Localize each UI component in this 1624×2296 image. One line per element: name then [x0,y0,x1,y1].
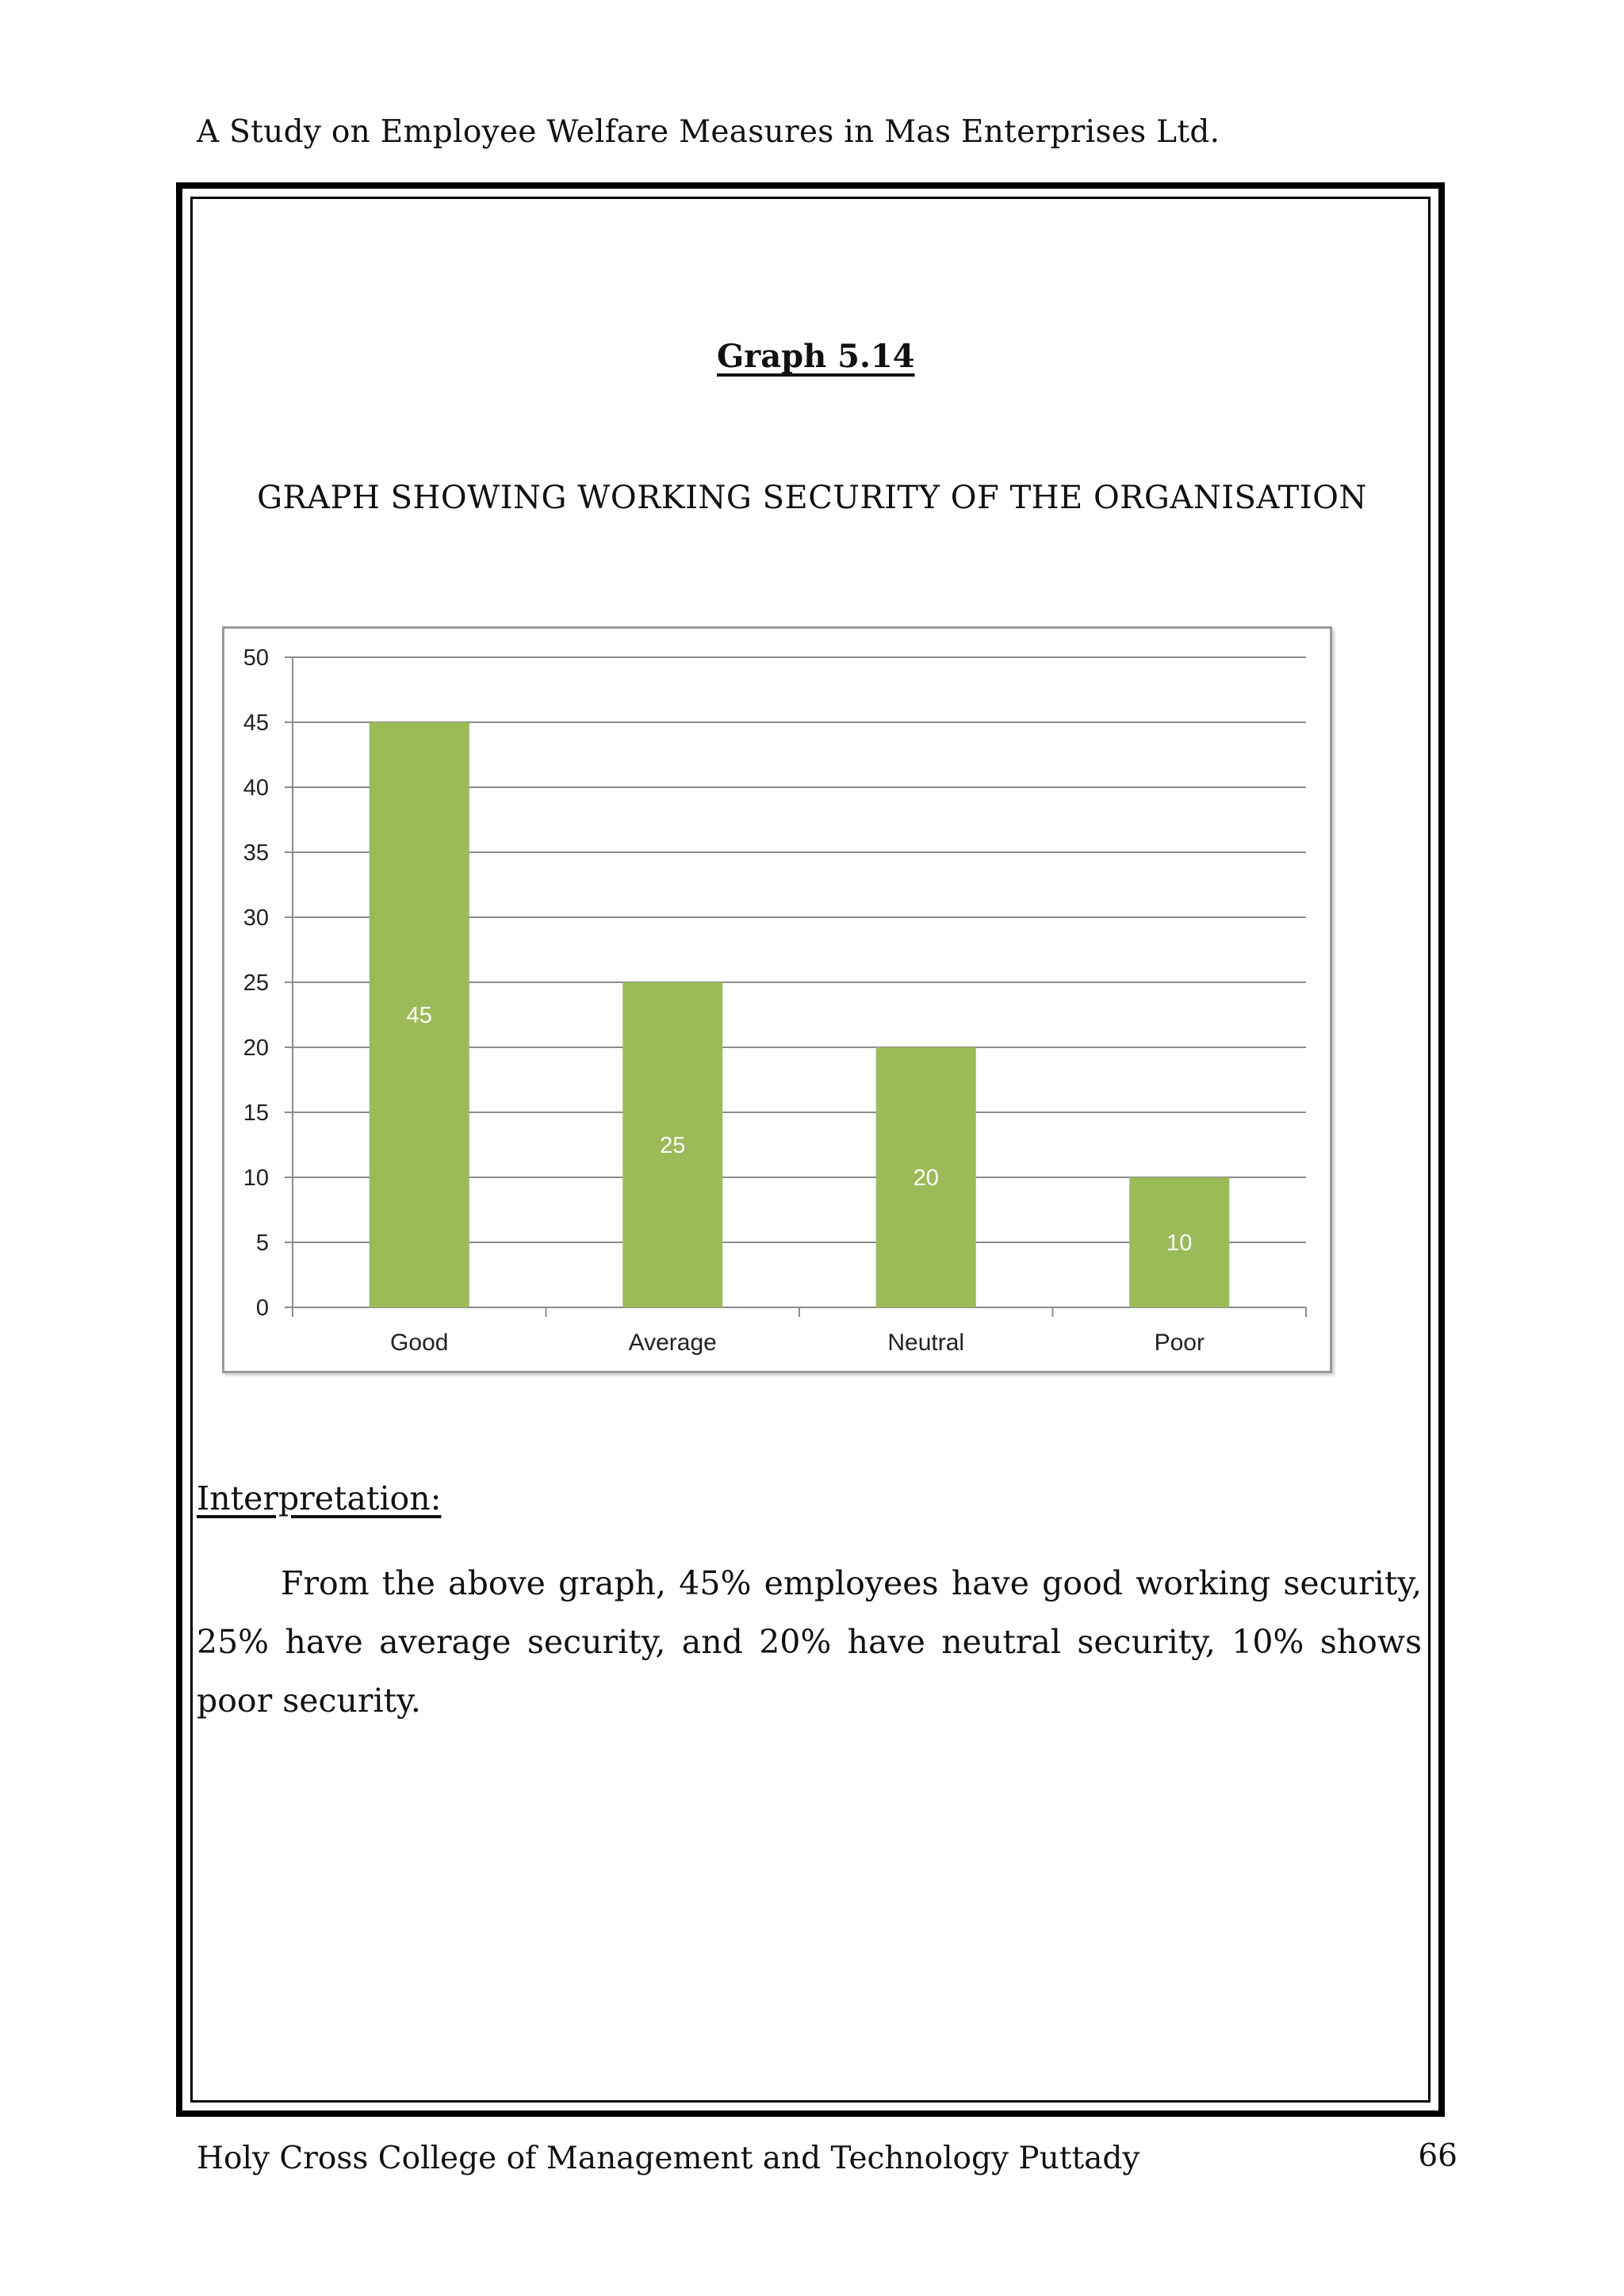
y-tick-label: 0 [255,1295,269,1321]
y-tick-label: 15 [243,1100,269,1126]
y-tick-label: 20 [243,1035,269,1061]
interpretation-body: From the above graph, 45% employees have good working security, 25% have average security, and 20% have neutral security, 10% shows poor security. [197,1564,1422,1720]
x-tick-label: Poor [1154,1330,1205,1356]
y-tick-label: 30 [243,905,269,931]
y-tick-label: 35 [243,840,269,866]
x-tick-label: Good [390,1330,449,1356]
y-tick-label: 40 [243,775,269,801]
y-tick-label: 50 [243,645,269,671]
y-tick-label: 45 [243,710,269,736]
graph-number: Graph 5.14 [717,338,915,375]
running-header: A Study on Employee Welfare Measures in Mas Enterprises Ltd. [197,114,1220,150]
bar-chart [222,626,1332,1373]
x-tick-label: Average [628,1330,717,1356]
y-tick-label: 5 [255,1230,269,1256]
bar-chart-svg [224,629,1330,1371]
x-tick-label: Neutral [887,1330,965,1356]
bar-data-label: 25 [660,1133,686,1158]
graph-title: GRAPH SHOWING WORKING SECURITY OF THE ORGANISATION [257,480,1367,516]
footer-college-name: Holy Cross College of Management and Technology Puttady [197,2141,1140,2176]
y-tick-label: 25 [243,970,269,996]
interpretation-heading: Interpretation: [197,1479,442,1517]
y-tick-label: 10 [243,1165,269,1191]
bar-data-label: 10 [1166,1230,1193,1256]
bar-data-label: 45 [406,1003,432,1028]
page-number: 66 [1418,2138,1457,2174]
bar-data-label: 20 [913,1165,939,1191]
